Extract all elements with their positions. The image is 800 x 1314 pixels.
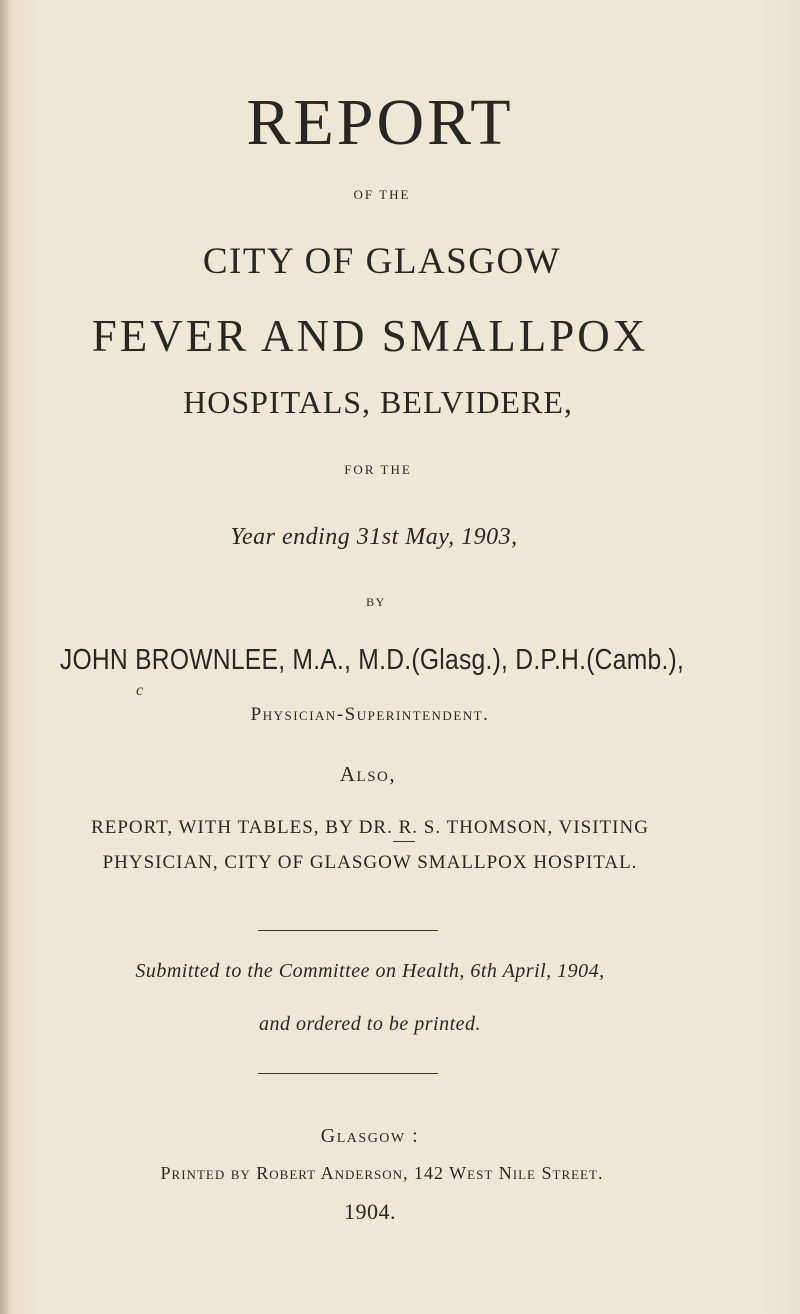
secondary-report-line-2: PHYSICIAN, CITY OF GLASGOW SMALLPOX HOSPITAL. [102,852,638,873]
year-ending-line: Year ending 31st May, 1903, [230,524,518,550]
submitted-line-2: and ordered to be printed. [258,1013,482,1035]
imprint-printer: Printed by Robert Anderson, 142 West Nile Street. [160,1163,604,1183]
author-line: JOHN BROWNLEE, M.A., M.D.(Glasg.), D.P.H.(Camb.), [59,644,685,676]
imprint-place: Glasgow : [320,1125,420,1147]
hospitals-heading: HOSPITALS, BELVIDERE, [183,384,573,420]
secondary-report-line-1: REPORT, WITH TABLES, BY DR. R. S. THOMSON, VISITING [91,817,649,838]
city-heading: CITY OF GLASGOW [202,241,562,282]
pencil-underline [393,841,415,842]
imprint-year: 1904. [344,1199,396,1224]
pencil-mark: c [136,682,144,699]
for-the-label: FOR THE [344,462,412,477]
divider-rule-bottom [258,1073,438,1074]
submitted-line-1: Submitted to the Committee on Health, 6th April, 1904, [135,960,605,982]
of-the-label: OF THE [353,187,411,202]
author-role: Physician-Superintendent. [250,704,490,725]
divider-rule-top [258,930,438,931]
also-label: Also, [339,762,397,786]
report-title: REPORT [246,86,514,159]
fever-smallpox-heading: FEVER AND SMALLPOX [91,311,649,361]
by-label: BY [366,595,386,609]
